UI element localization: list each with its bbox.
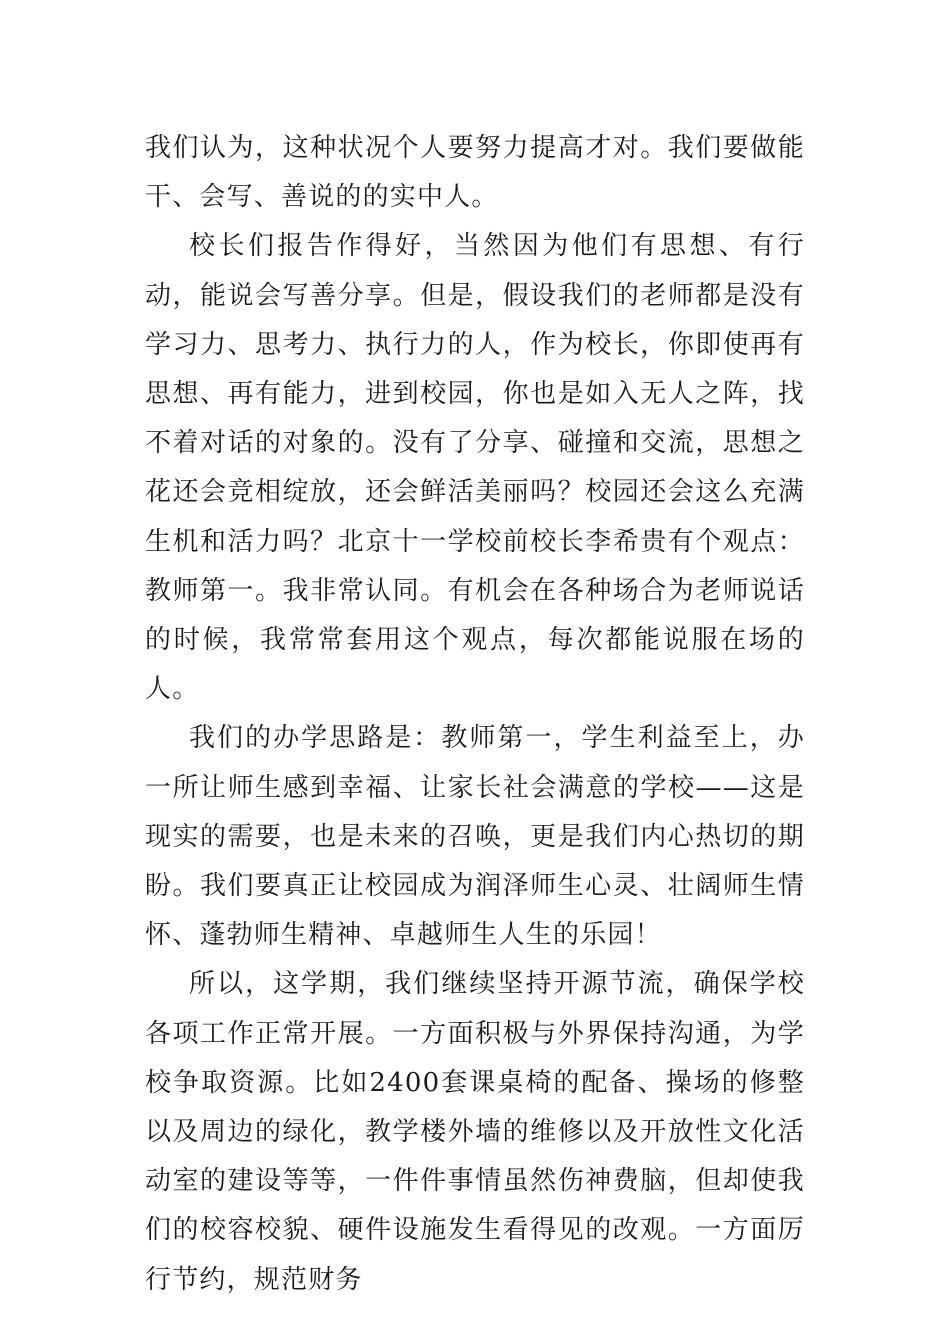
paragraph-3: 我们的办学思路是：教师第一，学生利益至上，办一所让师生感到幸福、让家长社会满意的学校——这是现实的需要，也是未来的召唤，更是我们内心热切的期盼。我们要真正让校园成为润泽师生心灵、壮阔师生情怀、蓬勃师生精神、卓越师生人生的乐园！ [145,723,805,951]
paragraph-1: 我们认为，这种状况个人要努力提高才对。我们要做能干、会写、善说的的实中人。 [145,133,805,213]
body-text [145,124,805,1305]
paragraph-2: 校长们报告作得好，当然因为他们有思想、有行动，能说会写善分享。但是，假设我们的老师都是没有学习力、思考力、执行力的人，作为校长，你即使再有思想、再有能力，进到校园，你也是如入无人之阵，找不着对话的对象的。没有了分享、碰撞和交流，思想之花还会竞相绽放，还会鲜活美丽吗？校园还会这么充满生机和活力吗？北京十一学校前校长李希贵有个观点：教师第一。我非常认同。有机会在各种场合为老师说话的时候，我常常套用这个观点，每次都能说服在场的人。 [145,231,805,705]
paragraph-4: 所以，这学期，我们继续坚持开源节流，确保学校各项工作正常开展。一方面积极与外界保持沟通，为学校争取资源。比如2400套课桌椅的配备、操场的修整以及周边的绿化，教学楼外墙的维修以及开放性文化活动室的建设等等，一件件事情虽然伤神费脑，但却使我们的校容校貌、硬件设施发生看得见的改观。一方面厉行节约，规范财务 [145,969,805,1295]
